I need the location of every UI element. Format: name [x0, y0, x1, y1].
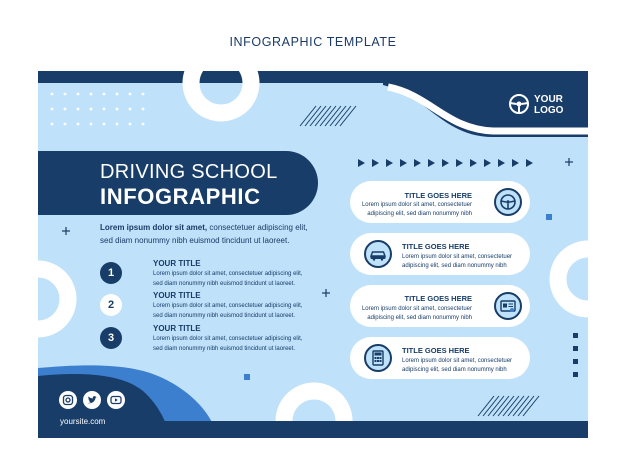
step-item [100, 324, 320, 361]
headline-banner [38, 151, 318, 215]
card-body-line: adipiscing elit, sed diam nonummy nibh [402, 367, 507, 373]
intro-paragraph [100, 221, 322, 247]
triangle-row [358, 159, 533, 167]
feature-card [350, 181, 530, 223]
logo-line-2: LOGO [534, 105, 564, 116]
step-title: YOUR TITLE [153, 259, 201, 268]
instagram-icon[interactable] [59, 391, 77, 409]
steering-wheel-icon [494, 188, 522, 216]
headline-line-1: DRIVING SCHOOL [100, 161, 278, 183]
step-body: Lorem ipsum dolor sit amet, consectetuer adipiscing elit, sed diam nonummy nibh euismod tincidunt ut laoreet. [153, 271, 303, 287]
small-square [546, 214, 552, 220]
logo-line-1: YOUR [534, 94, 563, 105]
intro-lead: Lorem ipsum dolor sit amet, [100, 223, 208, 232]
step-title: YOUR TITLE [153, 291, 201, 300]
card-title: TITLE GOES HERE [404, 191, 472, 200]
license-card-icon [494, 292, 522, 320]
logo-text [534, 94, 563, 116]
twitter-icon[interactable] [83, 391, 101, 409]
step-title: YOUR TITLE [153, 324, 201, 333]
card-body-line: Lorem ipsum dolor sit amet, consectetuer [361, 202, 472, 208]
step-body: Lorem ipsum dolor sit amet, consectetuer adipiscing elit, sed diam nonummy nibh euismod tincidunt ut laoreet. [153, 303, 303, 319]
step-number: 3 [100, 327, 122, 349]
small-square [244, 374, 250, 380]
card-body-line: adipiscing elit, sed diam nonummy nibh [367, 211, 472, 217]
steering-wheel-icon [508, 93, 530, 115]
step-number: 1 [100, 262, 122, 284]
card-body-line: adipiscing elit, sed diam nonummy nibh [367, 315, 472, 321]
website-url[interactable]: yoursite.com [60, 417, 106, 426]
step-number: 2 [100, 294, 122, 316]
feature-card [350, 337, 530, 379]
card-title: TITLE GOES HERE [402, 346, 470, 355]
intro-rest: consectetuer adipiscing elit, sed diam nonummy nibh euismod tincidunt ut laoreet. [100, 223, 308, 245]
infographic-poster [38, 71, 588, 438]
hatch-bottom [478, 396, 539, 416]
calculator-icon [364, 344, 392, 372]
step-item [100, 259, 320, 296]
feature-card [350, 285, 530, 327]
card-body-line: Lorem ipsum dolor sit amet, consectetuer [402, 254, 513, 260]
step-body: Lorem ipsum dolor sit amet, consectetuer adipiscing elit, sed diam nonummy nibh euismod tincidunt ut laoreet. [153, 336, 303, 352]
right-ring [558, 249, 588, 309]
youtube-icon[interactable] [107, 391, 125, 409]
card-body-line: adipiscing elit, sed diam nonummy nibh [402, 263, 507, 269]
card-title: TITLE GOES HERE [402, 242, 470, 251]
hatch-top [300, 106, 356, 126]
page-title: INFOGRAPHIC TEMPLATE [229, 35, 397, 49]
car-icon [364, 240, 392, 268]
headline-line-2: INFOGRAPHIC [100, 184, 261, 209]
left-ring [38, 269, 68, 329]
card-title: TITLE GOES HERE [404, 294, 472, 303]
feature-card [350, 233, 530, 275]
step-item [100, 291, 320, 328]
square-column [573, 333, 578, 377]
card-body-line: Lorem ipsum dolor sit amet, consectetuer [402, 358, 513, 364]
brand-logo [508, 91, 578, 121]
dot-grid [51, 93, 145, 126]
card-body-line: Lorem ipsum dolor sit amet, consectetuer [361, 306, 472, 312]
